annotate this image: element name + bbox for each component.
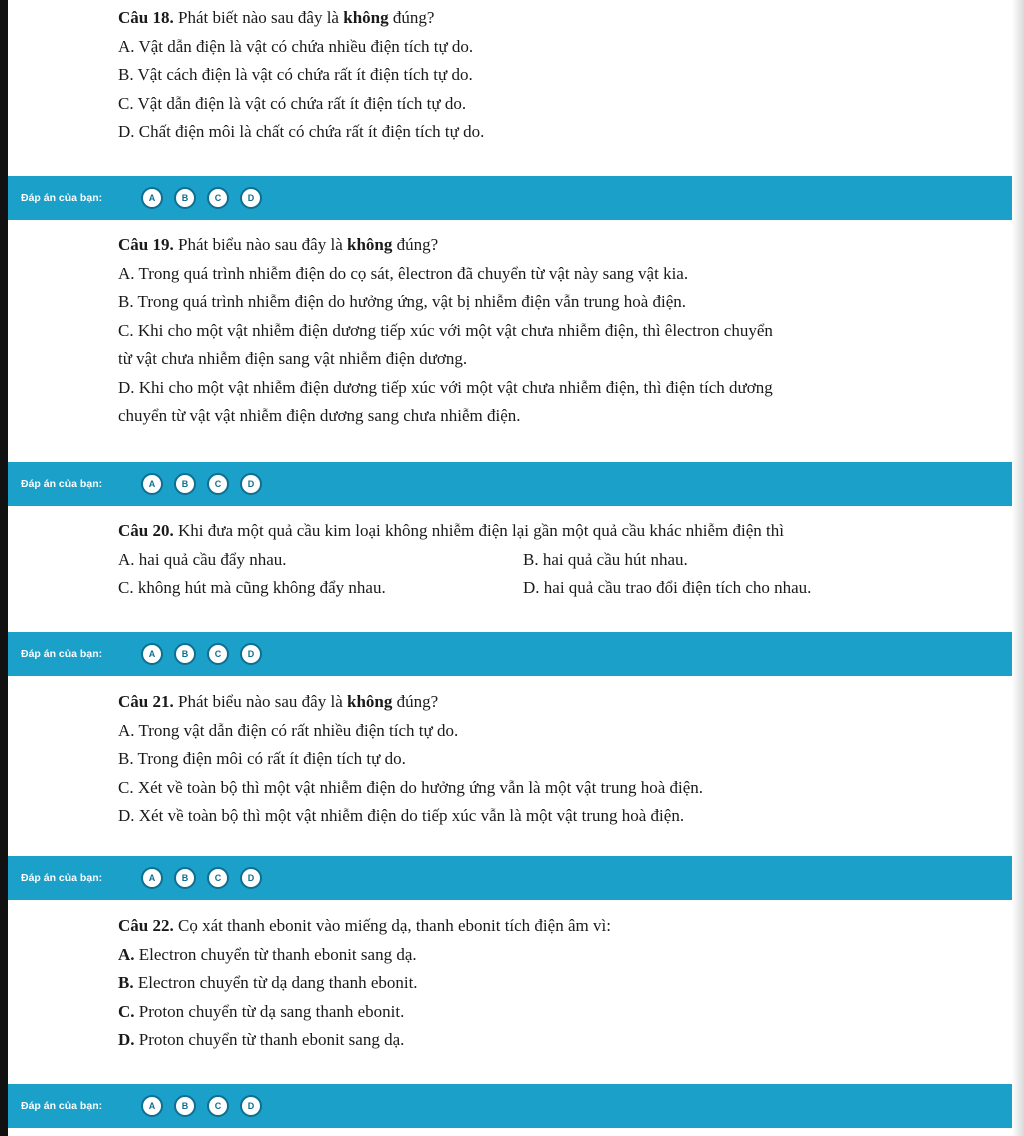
question-20-row-2: [118, 574, 978, 603]
answer-20-option-c[interactable]: C: [207, 643, 229, 665]
question-20-option-b: B. hai quả cầu hút nhau.: [523, 549, 688, 569]
question-20-stem: Câu 20. Khi đưa một quả cầu kim loại không nhiễm điện lại gần một quả cầu khác nhiễm điện thì: [118, 521, 784, 540]
answer-21-option-a[interactable]: A: [141, 867, 163, 889]
question-21-stem: Câu 21. Phát biểu nào sau đây là không đúng?: [118, 692, 439, 711]
answer-18-option-c[interactable]: C: [207, 187, 229, 209]
answer-22-option-b[interactable]: B: [174, 1095, 196, 1117]
answer-label: Đáp án của bạn:: [21, 478, 103, 490]
answer-20-option-b[interactable]: B: [174, 643, 196, 665]
question-20: [118, 517, 978, 603]
question-19-option-a: A. Trong quá trình nhiễm điện do cọ sát, êlectron đã chuyển từ vật này sang vật kia.: [118, 263, 689, 283]
answer-bar-21: [8, 856, 1012, 900]
question-18-option-d: D. Chất điện môi là chất có chứa rất ít điện tích tự do.: [118, 122, 485, 141]
question-19-stem: Câu 19. Phát biểu nào sau đây là không đúng?: [118, 235, 439, 254]
answer-19-option-c[interactable]: C: [207, 473, 229, 495]
answer-22-option-a[interactable]: A: [141, 1095, 163, 1117]
answer-19-option-d[interactable]: D: [240, 473, 262, 495]
question-22: [118, 912, 978, 1055]
question-19-option-d-line2: chuyển từ vật vật nhiễm điện dương sang chưa nhiễm điện.: [118, 406, 521, 425]
answer-21-option-c[interactable]: C: [207, 867, 229, 889]
answer-label: Đáp án của bạn:: [21, 1100, 103, 1112]
question-20-option-c: C. không hút mà cũng không đẩy nhau.: [118, 578, 386, 597]
answer-18-option-b[interactable]: B: [174, 187, 196, 209]
question-21-option-d: D. Xét về toàn bộ thì một vật nhiễm điện do tiếp xúc vẫn là một vật trung hoà điện.: [118, 806, 685, 825]
question-22-option-b: B. Electron chuyển từ dạ dang thanh ebonit.: [118, 973, 418, 992]
right-edge-shadow: [1012, 0, 1024, 1136]
question-20-row-1: [118, 546, 978, 575]
answer-19-option-b[interactable]: B: [174, 473, 196, 495]
question-19-option-b: B. Trong quá trình nhiễm điện do hưởng ứng, vật bị nhiễm điện vẫn trung hoà điện.: [118, 292, 687, 311]
answer-19-option-a[interactable]: A: [141, 473, 163, 495]
answer-21-option-d[interactable]: D: [240, 867, 262, 889]
answer-18-option-a[interactable]: A: [141, 187, 163, 209]
answer-bar-19: [8, 462, 1012, 506]
question-19-option-c-line1: C. Khi cho một vật nhiễm điện dương tiếp xúc với một vật chưa nhiễm điện, thì êlectron chuyển: [118, 320, 773, 340]
left-edge-strip: [0, 0, 8, 1136]
answer-label: Đáp án của bạn:: [21, 192, 103, 204]
question-21: [118, 688, 978, 831]
answer-label: Đáp án của bạn:: [21, 648, 103, 660]
answer-22-option-d[interactable]: D: [240, 1095, 262, 1117]
question-19-option-c-line2: từ vật chưa nhiễm điện sang vật nhiễm điện dương.: [118, 349, 468, 368]
answer-22-option-c[interactable]: C: [207, 1095, 229, 1117]
question-22-option-a: A. Electron chuyển từ thanh ebonit sang dạ.: [118, 944, 417, 964]
question-18-option-b: B. Vật cách điện là vật có chứa rất ít điện tích tự do.: [118, 65, 473, 84]
question-22-option-d: D. Proton chuyển từ thanh ebonit sang dạ.: [118, 1030, 405, 1049]
question-19-option-d-line1: D. Khi cho một vật nhiễm điện dương tiếp xúc với một vật chưa nhiễm điện, thì điện tích dương: [118, 377, 773, 397]
question-18-option-c: C. Vật dẫn điện là vật có chứa rất ít điện tích tự do.: [118, 93, 467, 113]
question-22-stem: Câu 22. Cọ xát thanh ebonit vào miếng dạ, thanh ebonit tích điện âm vì:: [118, 916, 611, 935]
answer-20-option-a[interactable]: A: [141, 643, 163, 665]
answer-label: Đáp án của bạn:: [21, 872, 103, 884]
answer-18-option-d[interactable]: D: [240, 187, 262, 209]
answer-21-option-b[interactable]: B: [174, 867, 196, 889]
answer-bar-20: [8, 632, 1012, 676]
answer-bar-22: [8, 1084, 1012, 1128]
question-21-option-c: C. Xét về toàn bộ thì một vật nhiễm điện do hưởng ứng vẫn là một vật trung hoà điện.: [118, 777, 704, 797]
question-18: [118, 4, 978, 147]
question-18-stem: Câu 18. Phát biết nào sau đây là không đúng?: [118, 8, 435, 27]
question-22-option-c: C. Proton chuyển từ dạ sang thanh ebonit.: [118, 1001, 405, 1021]
question-18-option-a: A. Vật dẫn điện là vật có chứa nhiều điện tích tự do.: [118, 36, 474, 56]
question-21-option-a: A. Trong vật dẫn điện có rất nhiều điện tích tự do.: [118, 720, 459, 740]
question-19: [118, 231, 978, 431]
question-20-option-a: A. hai quả cầu đẩy nhau.: [118, 549, 287, 569]
question-21-option-b: B. Trong điện môi có rất ít điện tích tự do.: [118, 749, 406, 768]
question-20-option-d: D. hai quả cầu trao đổi điện tích cho nhau.: [523, 578, 812, 597]
answer-bar-18: [8, 176, 1012, 220]
answer-20-option-d[interactable]: D: [240, 643, 262, 665]
